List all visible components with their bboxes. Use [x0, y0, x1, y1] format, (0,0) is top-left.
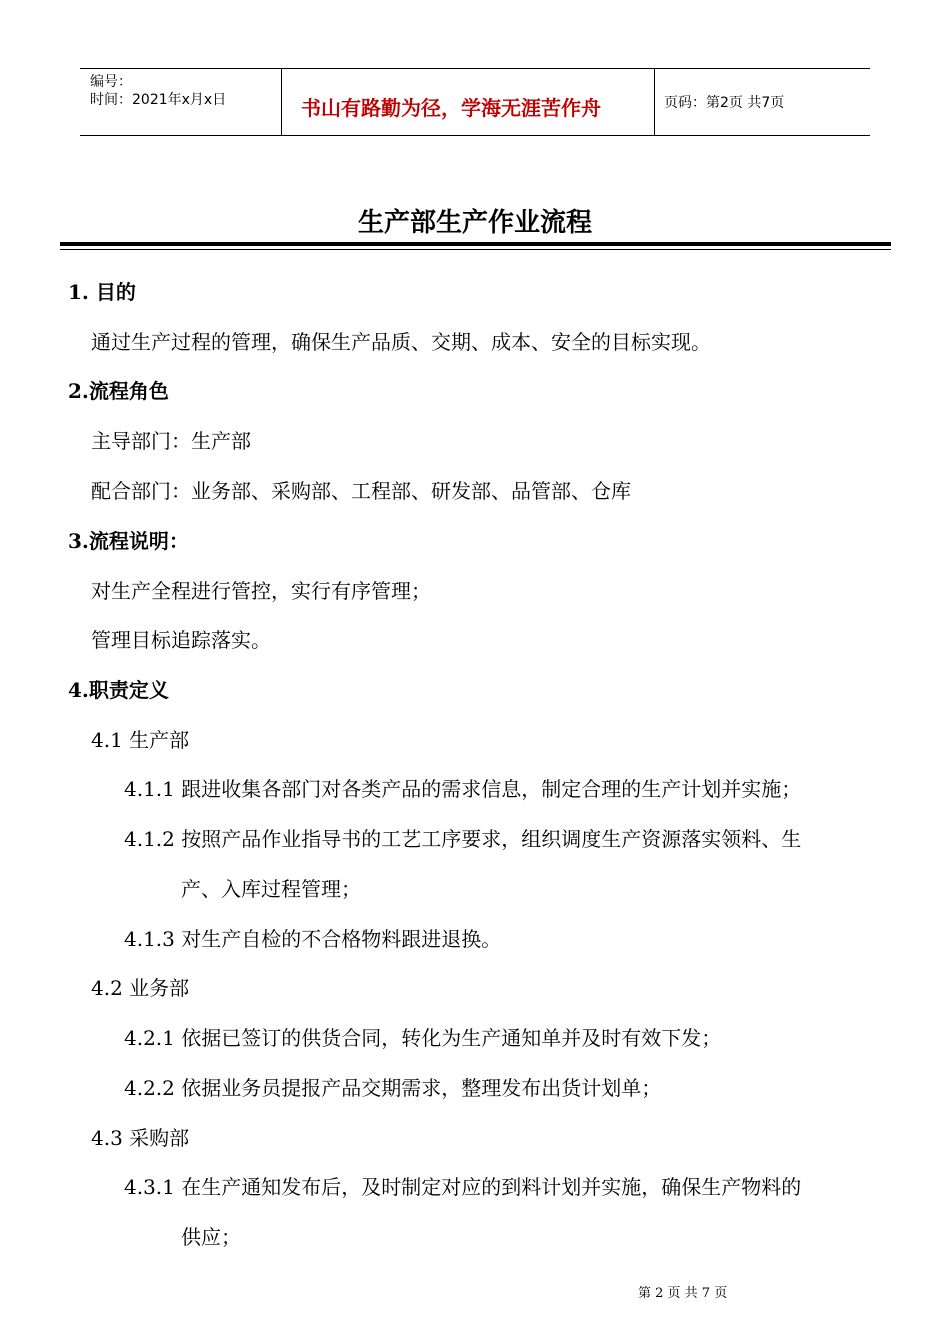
- production-item-1: 4.1.1 跟进收集各部门对各类产品的需求信息，制定合理的生产计划并实施；: [124, 777, 802, 801]
- duties-production-heading: 4.1 生产部: [91, 728, 190, 752]
- duties-purchasing-heading: 4.3 采购部: [91, 1126, 190, 1150]
- header-divider-left: [281, 69, 282, 135]
- section-heading-duties: 4.职责定义: [68, 678, 169, 702]
- section-heading-purpose: 1. 目的: [68, 280, 136, 304]
- description-line-1: 对生产全程进行管控，实行有序管理；: [91, 579, 431, 603]
- header-number-label: 编号：: [90, 74, 132, 90]
- header-time-label: 时间：2021年x月x日: [90, 92, 227, 108]
- header-divider-right: [654, 69, 655, 135]
- roles-support: 配合部门：业务部、采购部、工程部、研发部、品管部、仓库: [91, 479, 631, 503]
- purpose-text: 通过生产过程的管理，确保生产品质、交期、成本、安全的目标实现。: [91, 330, 711, 354]
- purchasing-item-1-line-2: 供应；: [181, 1225, 241, 1249]
- section-heading-description: 3.流程说明：: [68, 529, 189, 553]
- business-item-2: 4.2.2 依据业务员提报产品交期需求，整理发布出货计划单；: [124, 1076, 662, 1100]
- roles-lead: 主导部门：生产部: [91, 429, 251, 453]
- production-item-2-line-2: 产、入库过程管理；: [181, 877, 361, 901]
- purchasing-item-1-line-1: 4.3.1 在生产通知发布后，及时制定对应的到料计划并实施，确保生产物料的: [124, 1175, 802, 1199]
- footer-page-number: 第 2 页 共 7 页: [638, 1286, 728, 1301]
- production-item-3: 4.1.3 对生产自检的不合格物料跟进退换。: [124, 927, 502, 951]
- header-motto: 书山有路勤为径，学海无涯苦作舟: [301, 96, 601, 120]
- title-rule-thick: [60, 242, 891, 246]
- duties-business-heading: 4.2 业务部: [91, 976, 190, 1000]
- document-title: 生产部生产作业流程: [357, 208, 592, 238]
- title-rule-thin: [60, 249, 891, 250]
- section-heading-roles: 2.流程角色: [68, 379, 169, 403]
- business-item-1: 4.2.1 依据已签订的供货合同，转化为生产通知单并及时有效下发；: [124, 1026, 722, 1050]
- header-page-info: 页码：第2页 共7页: [664, 95, 785, 111]
- description-line-2: 管理目标追踪落实。: [91, 628, 271, 652]
- production-item-2-line-1: 4.1.2 按照产品作业指导书的工艺工序要求，组织调度生产资源落实领料、生: [124, 827, 802, 851]
